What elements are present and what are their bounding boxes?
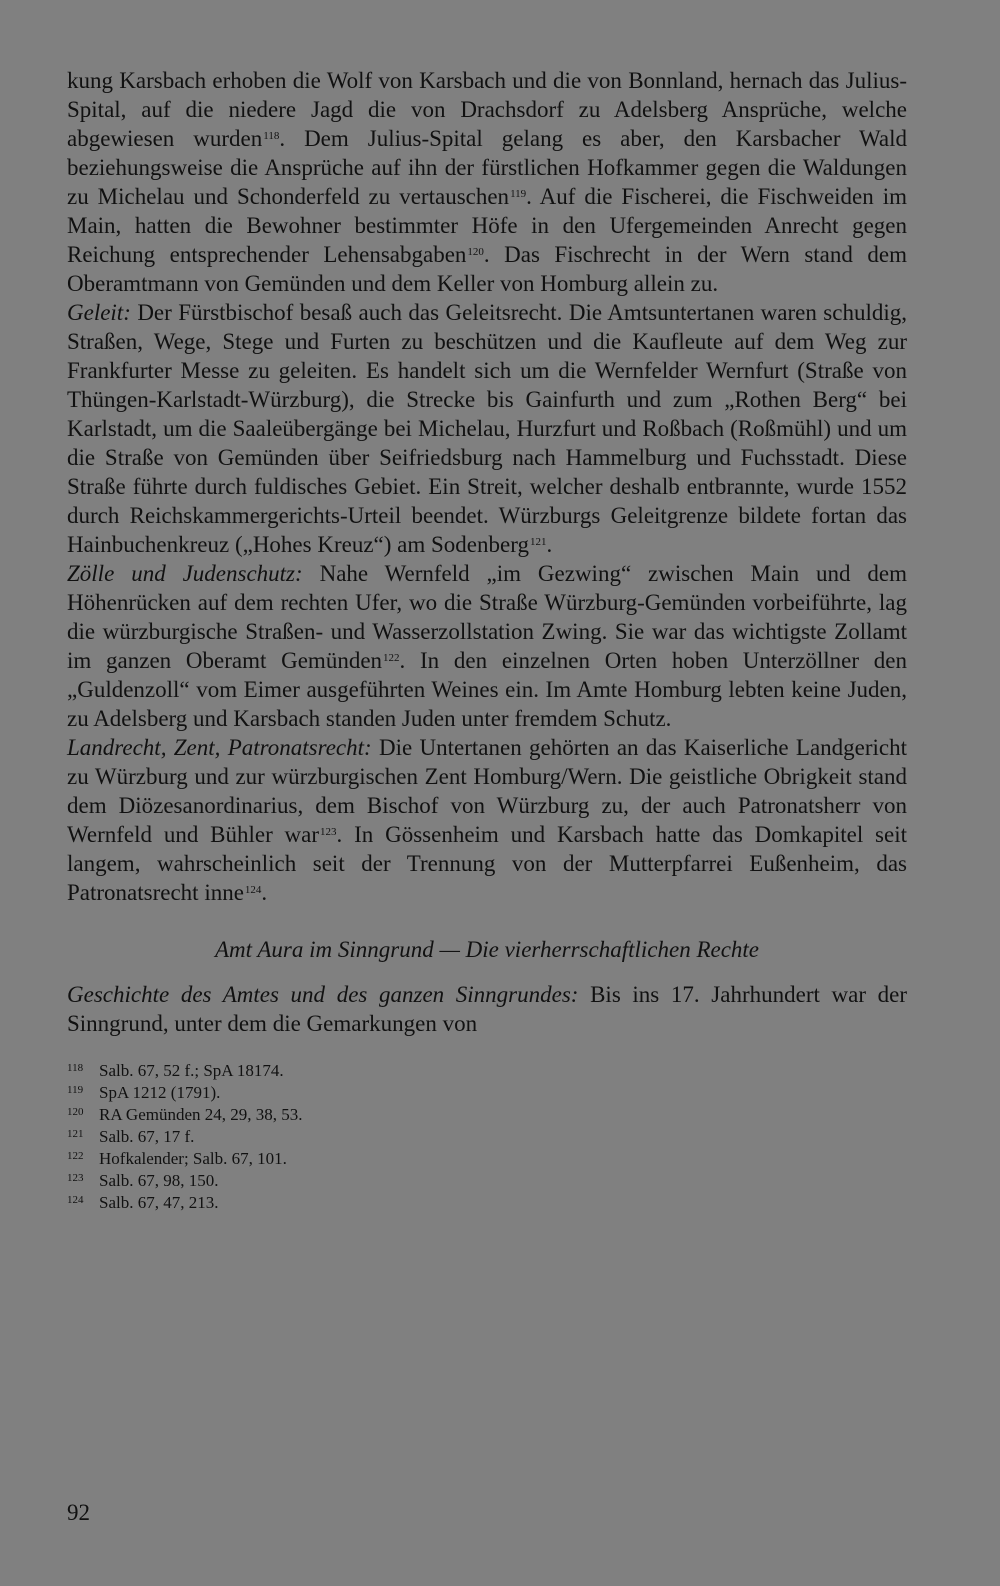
page [67,66,907,1214]
paragraph-lead: Geleit: [67,300,131,325]
footnote: 121 Salb. 67, 17 f. [67,1127,195,1146]
footnote: 123 Salb. 67, 98, 150. [67,1171,219,1190]
footnote-ref[interactable]: 120 [467,246,484,258]
paragraph-lead: Zölle und Judenschutz: [67,561,303,586]
paragraph-lead: Landrecht, Zent, Patronatsrecht: [67,735,372,760]
footnote-ref[interactable]: 122 [383,652,400,664]
footnote: 120 RA Gemünden 24, 29, 38, 53. [67,1105,303,1124]
footnote-ref[interactable]: 121 [529,536,547,548]
paragraph-zoelle: Zölle und Judenschutz: Nahe Wernfeld „im Gezwing“ zwischen Main und dem Höhenrücken auf dem rechten Ufer, wo die Straße Würzburg-Gemünden vorbeiführte, lag die würzburgische Straßen- und Wasserzollstation Zwing. Sie war das wichtigste Zollamt im ganzen Oberamt Gemünden$^{122}$. In den einzelnen Orten hoben Unterzöllner den „Guldenzoll“ vom Eimer ausgeführten Weines ein. Im Amte Homburg lebten keine Juden, zu Adelsberg und Karsbach standen Juden unter fremdem Schutz. [67,561,908,731]
footnote: 122 Hofkalender; Salb. 67, 101. [67,1149,287,1168]
footnote: 118 Salb. 67, 52 f.; SpA 18174. [67,1061,284,1080]
section-heading: Amt Aura im Sinngrund — Die vierherrschaftlichen Rechte [214,937,760,962]
footnote: 119 SpA 1212 (1791). [67,1083,221,1102]
footnote-ref[interactable]: 123 [320,826,337,838]
body-text [67,66,907,1038]
paragraph-landrecht: Landrecht, Zent, Patronatsrecht: Die Untertanen gehörten an das Kaiserliche Landgericht zu Würzburg und zur würzburgischen Zent Homburg/Wern. Die geistliche Obrigkeit stand dem Diözesanordinarius, dem Bischof von Würzburg zu, der auch Patronatsherr von Wernfeld und Bühler war$^{123}$. In Gössenheim und Karsbach hatte das Domkapitel seit langem, wahrscheinlich seit der Trennung von der Mutterpfarrei Eußenheim, das Patronatsrecht inne$^{124}$. [67,735,908,905]
footnote-ref[interactable]: 119 [510,188,527,200]
footnote-ref[interactable]: 124 [244,884,262,896]
paragraph-geleit: Geleit: Der Fürstbischof besaß auch das Geleitsrecht. Die Amtsuntertanen waren schuldig, Straßen, Wege, Stege und Furten zu beschützen und die Kaufleute auf dem Weg zur Frankfurter Messe zu geleiten. Es handelt sich um die Wernfelder Wernfurt (Straße von Thüngen-Karlstadt-Würzburg), die Strecke bis Gainfurth und zum „Rothen Berg“ bei Karlstadt, um die Saaleübergänge bei Michelau, Hurzfurt und Roßbach (Roßmühl) und um die Straße von Gemünden über Seifriedsburg nach Hammelburg und Fuchsstadt. Diese Straße führte durch fuldisches Gebiet. Ein Streit, welcher deshalb entbrannte, wurde 1552 durch Reichskammergerichts-Urteil beendet. Würzburgs Geleitgrenze bildete fortan das Hainbuchenkreuz („Hohes Kreuz“) am Sodenberg$^{121}$. [67,300,907,557]
page-number: 92 [67,1500,90,1525]
footnotes [67,1060,907,1214]
paragraph-geschichte: Geschichte des Amtes und des ganzen Sinngrundes: Bis ins 17. Jahrhundert war der Sinngrund, unter dem die Gemarkungen von [67,982,907,1036]
footnote: 124 Salb. 67, 47, 213. [67,1193,219,1212]
paragraph-1: kung Karsbach erhoben die Wolf von Karsbach und die von Bonnland, hernach das Julius-Spital, auf die niedere Jagd die von Drachsdorf zu Adelsberg Ansprüche, welche abgewiesen wurden$^{118}$. Dem Julius-Spital gelang es aber, den Karsbacher Wald beziehungsweise die Ansprüche auf ihn der fürstlichen Hofkammer gegen die Waldungen zu Michelau und Schonderfeld zu vertauschen$^{119}$. Auf die Fischerei, die Fischweiden im Main, hatten die Bewohner bestimmter Höfe in den Ufergemeinden Anrecht gegen Reichung entsprechender Lehensabgaben$^{120}$. Das Fischrecht in der Wern stand dem Oberamtmann von Gemünden und dem Keller von Homburg allein zu. [67,68,908,296]
footnote-ref[interactable]: 118 [263,130,280,142]
paragraph-lead: Geschichte des Amtes und des ganzen Sinngrundes: [67,982,579,1007]
